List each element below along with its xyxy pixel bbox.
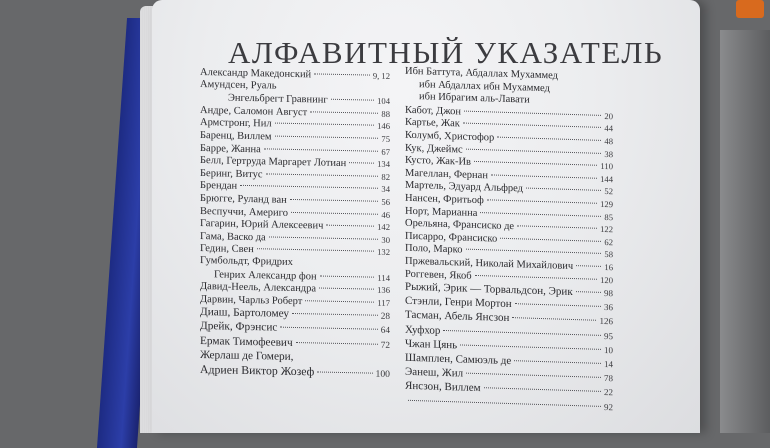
index-entry-name: Баренц, Виллем [200, 129, 272, 143]
index-entry-page: 46 [381, 209, 390, 220]
index-entry-page: 122 [600, 223, 613, 235]
index-entry-name: ибн Ибрагим аль-Лавати [419, 91, 530, 106]
leader-dots [514, 360, 601, 364]
index-entry-name: Веспуччи, Америго [200, 205, 288, 219]
index-entry-page: 20 [604, 110, 613, 122]
bookmark-tab [736, 0, 764, 18]
index-entry-page: 78 [603, 373, 613, 384]
leader-dots [275, 123, 374, 126]
page-title: АЛФАВИТНЫЙ УКАЗАТЕЛЬ [228, 34, 664, 70]
index-entry-page: 22 [603, 387, 613, 398]
leader-dots [280, 327, 377, 330]
leader-dots [257, 249, 374, 252]
index-entry-name: Нансен, Фритьоф [405, 192, 484, 207]
leader-dots [264, 148, 379, 151]
index-entry-name: Шамплен, Самюэль де [405, 351, 512, 368]
index-entry-page: 134 [377, 158, 390, 170]
index-entry-name: Рыжий, Эрик — Торвальдсон, Эрик [405, 280, 573, 299]
index-entry-page: 120 [600, 274, 613, 285]
index-entry-page: 144 [600, 173, 613, 185]
leader-dots [320, 275, 375, 277]
leader-dots [474, 161, 597, 166]
index-entry-page: 104 [377, 95, 390, 107]
index-entry-name: Мартель, Эдуард Альфред [405, 180, 524, 195]
index-entry-page: 64 [380, 326, 390, 337]
index-entry-page: 75 [381, 133, 390, 144]
index-entry-page: 142 [377, 221, 390, 233]
index-entry-page: 52 [604, 186, 613, 197]
index-entry-name: Адриен Виктор Жозеф [200, 362, 315, 379]
leader-dots [466, 148, 602, 153]
index-entry-name: Гагарин, Юрий Алексеевич [200, 218, 324, 232]
leader-dots [331, 99, 374, 101]
index-entry-page: 58 [604, 249, 613, 260]
index-entry-page: 10 [603, 344, 613, 356]
index-entry-page: 28 [380, 312, 390, 323]
leader-dots [500, 237, 601, 241]
index-entry-name: Давид-Неель, Александра [200, 281, 317, 295]
index-entry-name: Андре, Саломон Август [200, 104, 308, 119]
index-entry-name: Чжан Цянь [405, 337, 458, 352]
leader-dots [517, 225, 597, 229]
leader-dots [305, 300, 374, 302]
index-entry-name: Барре, Жанна [200, 142, 261, 155]
index-entry-name: Ермак Тимофеевич [200, 334, 293, 349]
leader-dots [460, 344, 601, 349]
leader-dots [497, 137, 601, 141]
leader-dots [475, 274, 598, 279]
index-entry-name: ибн Абдаллах ибн Мухаммед [419, 78, 550, 94]
leader-dots [466, 373, 601, 378]
leader-dots [576, 291, 601, 293]
index-entry-page: 88 [381, 108, 390, 119]
leader-dots [317, 371, 372, 373]
index-entry-name: Магеллан, Фернан [405, 167, 488, 182]
index-entry-name: Брюгге, Руланд ван [200, 192, 287, 206]
index-entry-name: Ибн Баттута, Абдаллах Мухаммед [405, 65, 558, 82]
index-entry-name: Белл, Гертруда Маргарет Лотиан [200, 155, 347, 170]
index-entry-name: Брендан [200, 180, 238, 193]
leader-dots [266, 173, 379, 176]
leader-dots [291, 211, 378, 214]
index-entry-name: Орельяна, Франсиско де [405, 217, 515, 233]
index-entry-name: Писарро, Франсиско [405, 230, 498, 245]
index-entry-name: Стэнли, Генри Мортон [405, 295, 512, 311]
index-entry-name: Янсзон, Виллем [405, 380, 481, 395]
leader-dots [296, 342, 378, 345]
leader-dots [480, 212, 601, 217]
index-entry-page: 98 [603, 288, 613, 299]
index-entry-page: 146 [377, 121, 390, 132]
leader-dots [443, 330, 601, 336]
index-entry-name: Картье, Жак [405, 117, 460, 130]
index-entry-name: Амундсен, Руаль [200, 78, 277, 92]
index-entry-name: Гедин, Свен [200, 243, 254, 256]
index-entry-name: Энгельбрегт Гравнинг [228, 92, 328, 106]
leader-dots [269, 236, 379, 239]
leader-dots [408, 399, 601, 406]
leader-dots [319, 288, 374, 290]
index-entry-page: 126 [599, 316, 613, 327]
index-entry-name: Кабот, Джон [405, 104, 462, 118]
index-column-left [200, 66, 390, 381]
index-entry-page: 117 [377, 297, 390, 308]
leader-dots [314, 73, 370, 75]
index-entry-name: Гама, Васко да [200, 230, 266, 244]
index-entry-name: Пржевальский, Николай Михайлович [405, 255, 574, 272]
index-entry-page: 129 [600, 198, 613, 210]
index-entry-name: Дрейк, Фрэнсис [200, 320, 278, 335]
index-entry-page: 30 [381, 234, 390, 245]
index-entry-page: 72 [380, 340, 390, 351]
index-entry-name: Хуфхор [405, 323, 441, 337]
leader-dots [463, 123, 602, 128]
index-entry-name: Гумбольдт, Фридрих [200, 254, 293, 268]
leader-dots [292, 313, 378, 316]
leader-dots [491, 174, 597, 178]
index-entry-name: Генрих Александр фон [214, 268, 317, 282]
leader-dots [326, 225, 374, 227]
index-entry-name: Эанеш, Жил [405, 365, 464, 380]
index-entry-name: Жерлаш де Гомери, [200, 348, 294, 363]
leader-dots [487, 199, 597, 203]
index-entry-name: Диаш, Бартоломеу [200, 306, 290, 321]
index-entry-name: Роггевен, Якоб [405, 268, 472, 282]
index-entry-page: 9, 12 [372, 70, 390, 81]
index-entry-name: Поло, Марко [405, 243, 463, 256]
leader-dots [484, 388, 601, 393]
leader-dots [466, 249, 602, 254]
index-entry-name: Дарвин, Чарльз Роберт [200, 293, 303, 307]
index-entry-page: 132 [377, 247, 390, 258]
index-entry-name: Кусто, Жак-Ив [405, 154, 472, 168]
leader-dots [464, 110, 601, 115]
index-entry-page: 67 [381, 146, 390, 157]
index-entry-page: 110 [600, 161, 613, 172]
index-entry-page: 62 [604, 236, 613, 247]
index-column-right [405, 66, 613, 414]
leader-dots [290, 199, 379, 202]
index-entry-page: 85 [604, 211, 613, 222]
index-entry-page: 44 [604, 123, 613, 134]
leader-dots [349, 162, 374, 164]
index-entry-name: Тасман, Абель Янсзон [405, 309, 510, 325]
index-entry-page: 100 [375, 368, 390, 381]
index-entry-page: 92 [603, 401, 613, 412]
leader-dots [512, 318, 596, 322]
index-entry-name: Норт, Марианна [405, 205, 478, 219]
index-entry-page: 36 [603, 302, 613, 313]
index-entry-page: 38 [604, 148, 613, 159]
index-entry-page: 136 [377, 284, 390, 296]
index-entry-page: 16 [604, 261, 613, 273]
index-entry-page: 114 [377, 272, 390, 283]
index-entry-name: Беринг, Витус [200, 167, 263, 181]
index-entry-page: 56 [381, 196, 390, 207]
index-entry-name: Колумб, Христофор [405, 129, 495, 144]
index-entry-page: 14 [603, 359, 613, 370]
index-entry-name: Армстронг, Нил [200, 117, 272, 130]
index-entry-name: Кук, Джеймс [405, 142, 463, 156]
index-entry-page: 34 [381, 184, 390, 195]
book-right-edge [720, 30, 770, 433]
index-entry-name: Александр Македонский [200, 67, 312, 81]
leader-dots [240, 185, 378, 189]
index-entry-page: 95 [603, 330, 613, 341]
leader-dots [526, 188, 601, 191]
leader-dots [310, 111, 378, 113]
index-entry-page: 82 [381, 171, 390, 182]
leader-dots [515, 303, 601, 307]
leader-dots [275, 136, 379, 139]
leader-dots [576, 265, 601, 267]
index-entry-page: 48 [604, 135, 613, 147]
